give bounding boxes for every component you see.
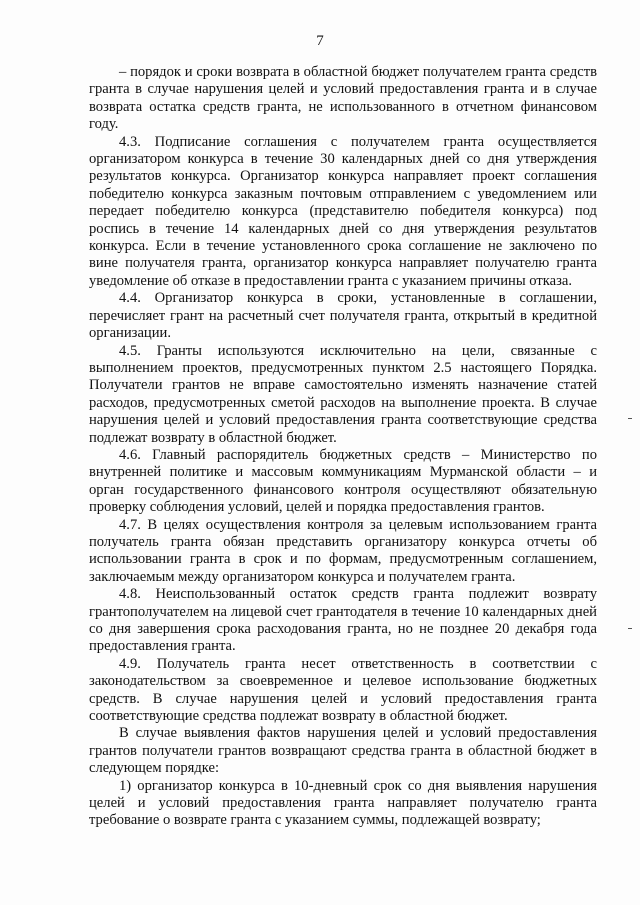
- paragraph-4-4: 4.4. Организатор конкурса в сроки, установленные в соглашении, перечисляет грант на расчетный счет получателя гранта, открытый в кредитной организации.: [89, 290, 597, 342]
- paragraph-4-3: 4.3. Подписание соглашения с получателем гранта осуществляется организатором конкурса в течение 30 календарных дней со дня утверждения результатов конкурса. Организатор конкурса направляет проект соглашения победителю конкурса заказным почтовым отправлением с уведомлением или передает победителю конкурса (представителю победителя конкурса) под роспись в течение 14 календарных дней со дня утверждения результатов конкурса. Если в течение установленного срока соглашение не заключено по вине получателя гранта, организатор конкурса направляет получателю гранта уведомление об отказе в предоставлении гранта с указанием причины отказа.: [89, 133, 597, 289]
- paragraph-return-procedure: – порядок и сроки возврата в областной бюджет получателем гранта средств гранта в случае нарушения целей и условий предоставления гранта и в случае возврата остатка средств гранта, не использованного в отчетном финансовом году.: [89, 64, 597, 133]
- paragraph-4-6: 4.6. Главный распорядитель бюджетных средств – Министерство по внутренней политике и массовым коммуникациям Мурманской области – и орган государственного финансового контроля осуществляют обязательную проверку соблюдения условий, целей и порядка предоставления грантов.: [89, 446, 597, 516]
- paragraph-step-1: 1) организатор конкурса в 10-дневный срок со дня выявления нарушения целей и условий предоставления гранта направляет получателю гранта требование о возврате гранта с указанием суммы, подлежащей возврату;: [89, 777, 597, 829]
- scan-mark: [628, 418, 632, 419]
- paragraph-4-9: 4.9. Получатель гранта несет ответственность в соответствии с законодательством за своевременное и целевое использование бюджетных средств. В случае нарушения целей и условий предоставления гранта соответствующие средства подлежат возврату в областной бюджет.: [89, 655, 597, 725]
- scan-mark: [628, 628, 632, 629]
- paragraph-4-8: 4.8. Неиспользованный остаток средств гранта подлежит возврату грантополучателем на лицевой счет грантодателя в течение 10 календарных дней со дня завершения срока расходования гранта, но не позднее 20 декабря года предоставления гранта.: [89, 586, 597, 655]
- page-number: 7: [316, 33, 324, 49]
- paragraph-4-7: 4.7. В целях осуществления контроля за целевым использованием гранта получатель гранта обязан представить организатору конкурса отчеты об использовании гранта в срок и по формам, предусмотренным соглашением, заключаемым между организатором конкурса и получателем гранта.: [89, 516, 597, 585]
- document-body: [89, 64, 597, 830]
- paragraph-4-5: 4.5. Гранты используются исключительно на цели, связанные с выполнением проектов, предусмотренных пунктом 2.5 настоящего Порядка. Получатели грантов не вправе самостоятельно изменять назначение статей расходов, предусмотренных сметой расходов на выполнение проекта. В случае нарушения целей и условий предоставления гранта соответствующие средства подлежат возврату в областной бюджет.: [89, 342, 597, 446]
- paragraph-violation-cases: В случае выявления фактов нарушения целей и условий предоставления грантов получатели грантов возвращают средства гранта в областной бюджет в следующем порядке:: [89, 725, 597, 777]
